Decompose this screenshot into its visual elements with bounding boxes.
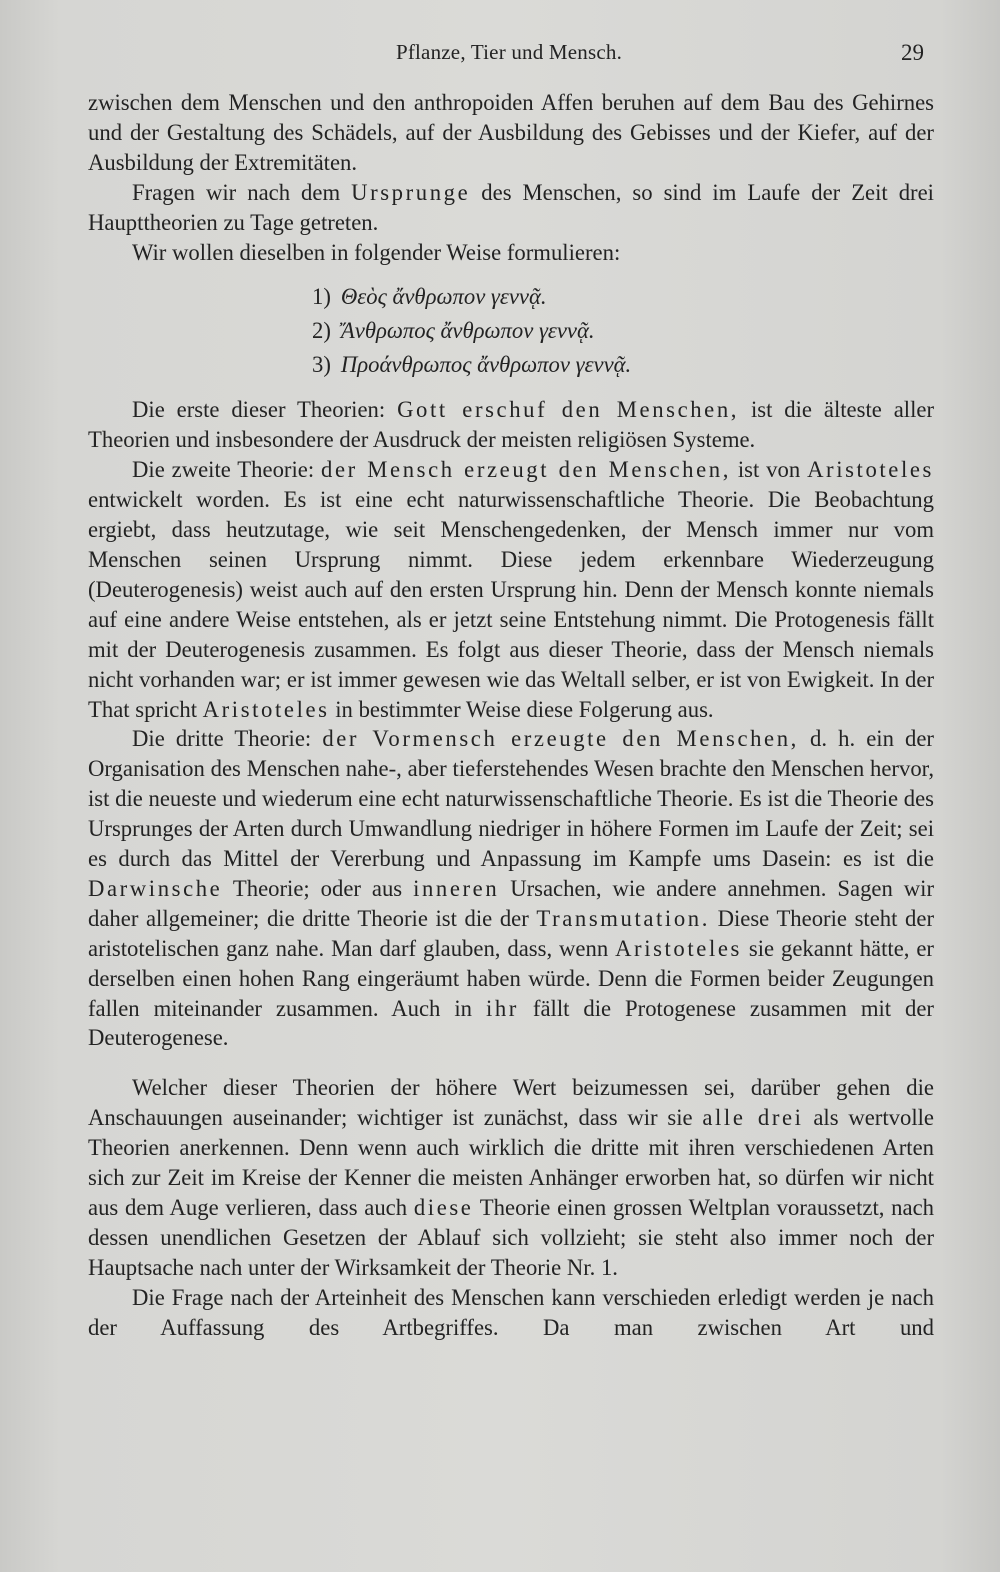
emphasis-text: Gott erschuf den Menschen, xyxy=(397,397,740,423)
emphasis-text: der Mensch erzeugt den Menschen, xyxy=(321,457,731,483)
text-run: ist die älteste aller Theorien und insbesondere der Ausdruck der meisten religiösen Systeme. xyxy=(88,397,934,453)
formula-item-2 xyxy=(312,314,934,348)
text-run: Ursachen, wie andere annehmen. Sagen wir daher allgemeiner; die dritte Theorie ist die der xyxy=(88,875,934,931)
text-run: Diese Theorie steht der aristotelischen ganz nahe. Man darf glauben, dass, wenn xyxy=(88,905,934,961)
formula-item-1 xyxy=(312,280,934,314)
running-head xyxy=(88,40,930,74)
emphasis-text: Transmutation. xyxy=(536,905,710,931)
text-run: fällt die Protogenese zusammen mit der Deuterogenese. xyxy=(88,995,934,1051)
text-run: Theorie einen grossen Weltplan voraussetzt, nach dessen unendlichen Gesetzen der Ablauf sich vollzieht; sie steht also immer noch der Hauptsache nach unter der Wirksamkeit der Theorie Nr. 1. xyxy=(88,1195,934,1280)
paragraph-which-theory xyxy=(88,1073,934,1282)
paragraph-third-theory xyxy=(88,724,934,1053)
emphasis-text: Aristoteles xyxy=(615,935,742,961)
body-text xyxy=(88,88,934,1343)
text-run: entwickelt worden. Es ist eine echt naturwissenschaftliche Theorie. Die Beobachtung ergiebt, dass heutzutage, wie seit Menschengedenken, der Mensch immer nur vom Menschen seinen Ursprung nimmt. Diese jedem erkennbare Wiederzeugung (Deuterogenesis) weist auch auf den ersten Ursprung hin. Denn der Mensch konnte niemals auf eine andere Weise entstehen, als er jetzt seine Entstehung nimmt. Die Protogenesis fällt mit der Deuterogenesis zusammen. Es folgt aus dieser Theorie, dass der Mensch niemals nicht vorhanden war; er ist immer gewesen wie das Weltall selber, er ist von Ewigkeit. In der That spricht xyxy=(88,487,934,722)
paragraph-text: Wir wollen dieselben in folgender Weise formulieren: xyxy=(132,239,621,265)
formula-greek-text: Προάνθρωπος ἄνθρωπον γεννᾷ. xyxy=(340,352,632,378)
text-run: in bestimmter Weise diese Folgerung aus. xyxy=(329,696,714,722)
formula-item-3 xyxy=(312,348,934,382)
text-run: Die zweite Theorie: xyxy=(132,457,322,483)
greek-formula-list xyxy=(312,280,934,382)
text-run: sie gekannt hätte, er derselben einen hohen Rang eingeräumt haben würde. Denn die Formen beider Zeugungen fallen miteinander zusammen. Auch in xyxy=(88,935,934,1021)
formula-number: 2) xyxy=(312,318,331,344)
paragraph-gap xyxy=(88,1053,934,1073)
paragraph-species-unity xyxy=(88,1283,934,1343)
formula-number: 1) xyxy=(312,284,331,310)
text-run: Die dritte Theorie: xyxy=(132,726,323,752)
paragraph-text: zwischen dem Menschen und den anthropoiden Affen beruhen auf dem Bau des Gehirnes und der Gestaltung des Schädels, auf der Ausbildung des Gebisses und der Kiefer, auf der Ausbildung der Extremitäten. xyxy=(88,90,934,175)
paragraph-second-theory xyxy=(88,455,934,724)
formula-greek-text: Ἄνθρωπος ἄνθρωπον γεννᾷ. xyxy=(340,318,595,344)
emphasis-text: Aristoteles xyxy=(807,457,934,483)
emphasis-text: der Vormensch erzeugte den Menschen, xyxy=(322,726,799,752)
text-run: Theorie; oder aus xyxy=(222,875,414,901)
paragraph-origin-question xyxy=(88,178,934,238)
text-run: des Menschen, so sind im Laufe der Zeit drei Haupttheorien zu Tage getreten. xyxy=(88,179,934,235)
formula-number: 3) xyxy=(312,352,331,378)
text-run: Die erste dieser Theorien: xyxy=(132,397,398,423)
emphasis-text: Ursprunge xyxy=(351,179,471,205)
paragraph-first-theory xyxy=(88,395,934,455)
emphasis-text: inneren xyxy=(413,875,500,901)
text-run: Fragen wir nach dem xyxy=(132,179,352,205)
text-run: d. h. ein der Organisation des Menschen nahe-, aber tieferstehendes Wesen brachte den Menschen hervor, ist die neueste und wiederum eine echt naturwissenschaftliche Theorie. Es ist die Theorie des Ursprunges der Arten durch Umwandlung niedriger in höhere Formen im Laufe der Zeit; sei es durch das Mittel der Vererbung und Anpassung im Kampfe ums Dasein: es ist die xyxy=(88,726,934,872)
text-run: als wertvolle Theorien anerkennen. Denn wenn auch wirklich die dritte mit ihren verschiedenen Arten sich zur Zeit im Kreise der Kenner die meisten Anhänger erworben hat, so dürfen wir nicht aus dem Auge verlieren, dass auch xyxy=(88,1105,934,1220)
emphasis-text: Darwinsche xyxy=(88,875,223,901)
paragraph-formulate xyxy=(88,238,934,268)
emphasis-text: ihr xyxy=(485,995,519,1021)
emphasis-text: Aristoteles xyxy=(202,696,330,722)
paragraph-continuation xyxy=(88,88,934,178)
paragraph-text: Die Frage nach der Arteinheit des Menschen kann verschieden erledigt werden je nach der Auffassung des Artbegriffes. Da man zwischen Art und xyxy=(88,1284,934,1340)
formula-greek-text: Θεὸς ἄνθρωπον γεννᾷ. xyxy=(340,284,547,310)
text-run: Welcher dieser Theorien der höhere Wert beizumessen sei, darüber gehen die Anschauungen auseinander; wichtiger ist zunächst, dass wir sie xyxy=(88,1075,934,1131)
text-run: ist von xyxy=(730,457,808,483)
emphasis-text: alle drei xyxy=(702,1105,804,1131)
running-title: Pflanze, Tier und Mensch. xyxy=(395,40,623,64)
page-number: 29 xyxy=(901,40,924,65)
emphasis-text: diese xyxy=(413,1195,474,1220)
